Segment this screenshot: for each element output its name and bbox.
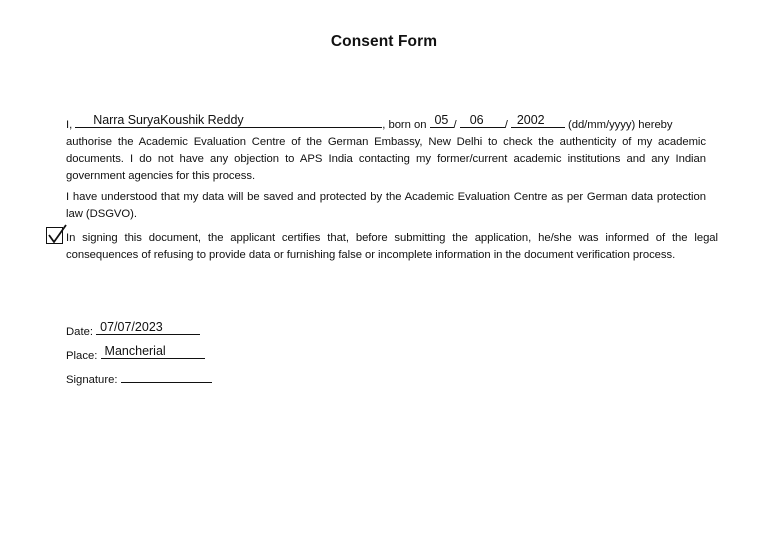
dob-separator-1: / <box>453 119 457 131</box>
date-value: 07/07/2023 <box>100 320 163 334</box>
signature-row <box>66 368 212 388</box>
place-value: Mancherial <box>104 344 166 358</box>
signature-label: Signature: <box>66 374 118 386</box>
dob-month-field[interactable] <box>460 113 505 128</box>
dob-month-value: 06 <box>469 113 484 127</box>
dob-day-value: 05 <box>434 113 449 127</box>
name-value: Narra SuryaKoushik Reddy <box>93 113 244 127</box>
date-row <box>66 320 200 340</box>
born-on-label: , born on <box>382 119 427 131</box>
form-title: Consent Form <box>330 33 438 50</box>
place-row <box>66 344 205 364</box>
declaration-prefix: I, <box>66 119 73 131</box>
place-field[interactable] <box>101 344 205 359</box>
date-label: Date: <box>66 326 94 338</box>
checkmark-icon <box>46 223 68 245</box>
declaration-paragraph <box>66 113 706 185</box>
date-format-hint: (dd/mm/yyyy) hereby <box>568 119 673 131</box>
dob-separator-2: / <box>504 119 508 131</box>
declaration-first-line <box>66 113 706 134</box>
certification-text: In signing this document, the applicant certifies that, before submitting the application, he/she was informed of the legal consequences of refusing to provide data or furnishing false or incomplete information in the document verification process. <box>66 232 718 261</box>
dob-year-field[interactable] <box>511 113 565 128</box>
signature-field[interactable] <box>121 368 212 383</box>
date-field[interactable] <box>96 320 200 335</box>
declaration-body: authorise the Academic Evaluation Centre of the German Embassy, New Delhi to check the authenticity of my academic documents. I do not have any objection to APS India contacting my former/current academic institutions and any Indian government agencies for this process. <box>66 136 706 182</box>
place-label: Place: <box>66 350 98 362</box>
name-field[interactable] <box>75 113 382 128</box>
certification-checkbox[interactable] <box>46 227 63 244</box>
data-protection-paragraph: I have understood that my data will be saved and protected by the Academic Evaluation Centre as per German data protection law (DSGVO). <box>66 191 706 220</box>
dob-year-value: 2002 <box>516 113 545 127</box>
dob-day-field[interactable] <box>430 113 454 128</box>
